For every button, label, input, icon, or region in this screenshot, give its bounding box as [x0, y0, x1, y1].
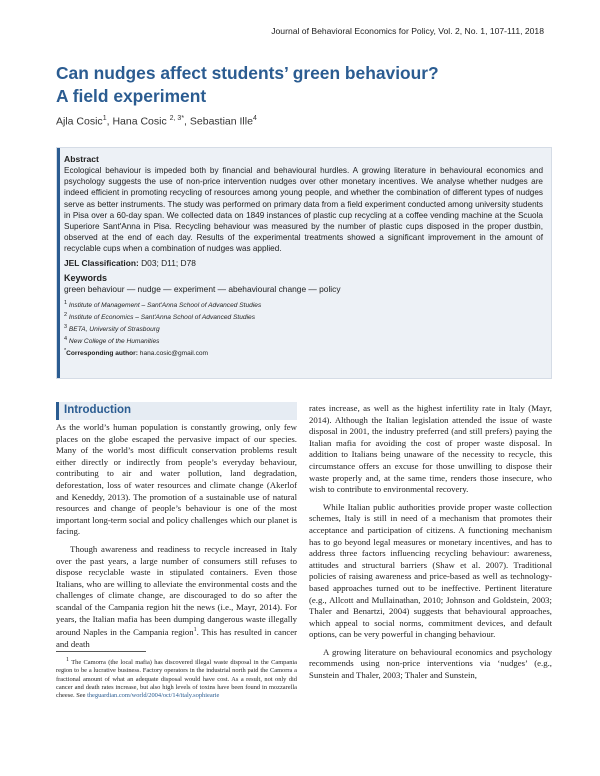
affiliation-number: 1 — [64, 300, 68, 307]
footnote — [56, 656, 297, 700]
author-name: Sebastian Ille — [189, 115, 253, 128]
author-affil-mark: 4 — [252, 115, 257, 122]
jel-classification — [64, 258, 543, 269]
footnote-marker[interactable]: 1 — [193, 627, 197, 634]
affiliations — [64, 299, 543, 359]
footnote-rule — [56, 651, 146, 652]
affiliation-text: BETA, University of Strasbourg — [68, 326, 160, 334]
corresponding-label: Corresponding author: — [66, 350, 138, 358]
paragraph: rates increase, as well as the highest infertility rate in Italy (Mayr, 2014). Although the Italian legislation attended the issue of waste disposal in 2001, the industry preferred (and still prefers) paying the Italian mafia for avoiding the cost of proper waste disposal. In addition to Italians being unaware of the necessity to recycle, this circumstance offers an excuse for those unwilling to dispose their waste properly and, at the same time, renders those insecure, who wish to contribute to environmental recovery. — [309, 403, 552, 495]
abstract-text: Ecological behaviour is impeded both by financial and behavioural hurdles. A growing literature in behavioural economics and psychology suggests the use of non-price intervention nudges over other monetary incentives. We analyse whether nudges are indeed efficient in promoting recycling of resources among young people, and whether the combination of different types of nudges serve as better instruments. The study was performed on primary data from a field experiment conducted among university students in Pisa over a 60-day span. We collected data on 1849 instances of plastic cup recycling at a coffee vending machine at the Scuola Superiore Sant'Anna in Pisa. Recycling behaviour was measured by the number of plastic cups disposed in the proper dustbin, observed at the end of each day. Results of the experimental treatments showed a significant improvement in the amount of recyclable cups when a combination of nudges was applied. — [64, 166, 543, 254]
keywords-heading: Keywords — [64, 272, 108, 283]
paragraph: While Italian public authorities provide proper waste collection schemes, Italy is still in need of a mechanism that promotes their acceptance and participation of citizens. A functioning mechanism has to go beyond legal measures or monetary incentives, and has to address three factors influencing recycling behaviour: awareness, attitudes and structural barriers (Shaw et al. 2007). Traditional policies of raising awareness and price-based as well as technology-based approaches turned out to be ineffective. Pertinent literature (e.g., Allcott and Mullainathan, 2010; Johnson and Goldstein, 2003; Thaler and Benartzi, 2004) suggests that behavioural approaches, which appeal to social norms, commitment devices, and default options, can be very powerful in changing behaviour. — [309, 501, 552, 640]
keywords-text: green behaviour — nudge — experiment — abehavioural change — policy — [64, 284, 341, 295]
abstract-heading: Abstract — [64, 154, 99, 164]
section-heading-bar — [56, 402, 297, 420]
author-name: Hana Cosic — [112, 115, 167, 128]
corresponding-author: *Corresponding author: hana.cosic@gmail.com — [64, 348, 209, 358]
author-affil-mark: 1 — [102, 115, 107, 122]
paragraph — [56, 544, 297, 650]
affiliation-item — [64, 323, 543, 335]
paragraph: As the world’s human population is constantly growing, only few places on the globe escaped the pervasive impact of our species. Many of the world’s most difficult conservation problems result either directly or indirectly from people’s everyday behaviour, contributing to air and water pollution, land degradation, deforestation, loss of water resources and climate change (Akerlof and Keneddy, 2013). The promotion of a sustainable use of natural resources and change of people’s behaviour is one of the most important long-term social and policy challenges which our planet is facing. — [56, 422, 297, 537]
body-column-left — [56, 422, 297, 650]
paragraph-text: Though awareness and readiness to recycle increased in Italy over the past years, a large number of consumers still refuses to dispose recyclable waste in stipulated containers. Even those Italians, who are willing to alleviate the environmental costs and the challenges of climate change, are discouraged to do so after the scandal of the Campania region hit the news (i.e., Mayr, 2014). For years, the Italian mafia has been dumping dangerous waste illegally around Naples in the Campania region — [56, 543, 297, 637]
affiliation-item — [64, 311, 543, 323]
paragraph: A growing literature on behavioural economics and psychology recommends using non-price interventions via ‘nudges’ (e.g., Sunstein and Thaler, 2003; Thaler and Sunstein, — [309, 646, 552, 681]
paragraph-text: . This has resulted in cancer and death — [56, 627, 297, 649]
affiliation-item — [64, 299, 543, 311]
paper-title — [56, 62, 556, 108]
body-column-right — [309, 403, 552, 682]
title-line-2: A field experiment — [56, 86, 207, 106]
affiliation-text: Institute of Management – Sant'Anna School of Advanced Studies — [68, 302, 262, 310]
footnote-link[interactable]: theguardian.com/world/2004/oct/14/italy.sophiearie — [87, 691, 220, 699]
corresponding-email[interactable]: hana.cosic@gmail.com — [139, 350, 209, 358]
affiliation-number: 2 — [64, 312, 68, 319]
jel-label: JEL Classification: — [64, 257, 139, 268]
affiliation-item — [64, 335, 543, 347]
journal-header: Journal of Behavioral Economics for Policy, Vol. 2, No. 1, 107-111, 2018 — [271, 26, 544, 36]
jel-codes: D03; D11; D78 — [141, 257, 196, 268]
affiliation-text: Institute of Economics – Sant'Anna School of Advanced Studies — [68, 314, 256, 322]
abstract-box — [56, 147, 552, 379]
affiliation-text: New College of the Humanities — [68, 338, 160, 346]
affiliation-number: 4 — [64, 336, 68, 343]
footnote-text: The Camorra (the local mafia) has discovered illegal waste disposal in the Campania region to be a lucrative business. Factory operators in the industrial north paid the Camorra a fractional amount of what an adequate disposal would have cost. As a result, not only did cancer and death rates increase, but also high levels of toxins have been found in mozzarella cheese. See — [56, 659, 297, 699]
author-affil-mark: 2, 3* — [169, 115, 185, 122]
author-list: Ajla Cosic$^1$, Hana Cosic $^{2, 3*}$, Sebastian Ille$^4$ — [56, 115, 257, 128]
author-name: Ajla Cosic — [56, 115, 103, 128]
section-heading: Introduction — [64, 404, 132, 416]
footnote-number: 1 — [66, 657, 69, 663]
affiliation-number: 3 — [64, 324, 68, 331]
title-line-1: Can nudges affect students’ green behaviour? — [56, 63, 439, 83]
